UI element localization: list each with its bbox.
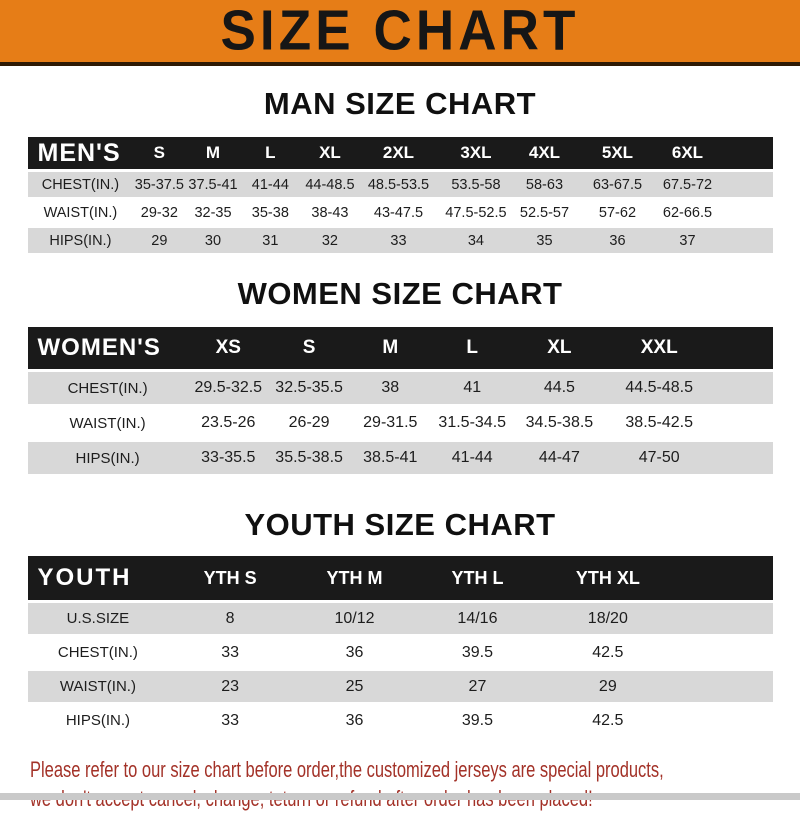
size-cell: 25 [345, 677, 364, 695]
size-cell: 33 [221, 643, 240, 661]
footer-line-1: Please refer to our size chart before order,the customized jerseys are special products, [30, 757, 664, 782]
column-header: 4XL [515, 137, 575, 169]
size-cell: 29.5-32.5 [194, 379, 263, 396]
empty-cell [714, 228, 772, 253]
size-cell: 42.5 [592, 643, 624, 661]
empty-cell [678, 705, 773, 736]
size-cell: 14/16 [457, 609, 498, 627]
empty-cell [678, 603, 773, 634]
column-header: 3XL [437, 137, 514, 169]
mens-header-row [28, 137, 773, 169]
size-cell: 31.5-34.5 [438, 414, 507, 431]
empty-cell [714, 172, 772, 197]
size-cell: 30 [204, 232, 222, 249]
size-cell: 43-47.5 [373, 204, 424, 221]
column-header: XXL [606, 327, 713, 369]
size-cell: 29-32 [140, 204, 178, 221]
size-cell: 8 [225, 609, 235, 627]
size-cell: 29 [598, 677, 617, 695]
size-cell: 39.5 [461, 643, 494, 661]
size-cell: 63-67.5 [592, 176, 643, 193]
column-header: L [241, 137, 301, 169]
footer-note [30, 755, 664, 813]
size-cell: 67.5-72 [662, 176, 713, 193]
size-cell: 38.5-41 [363, 449, 418, 466]
column-header: YTH L [417, 556, 538, 600]
size-cell: 47-50 [638, 449, 680, 466]
size-cell: 44-48.5 [305, 176, 355, 193]
size-cell: 23 [221, 677, 240, 695]
womens-size-table [28, 324, 773, 477]
table-corner-label: MEN'S [28, 137, 134, 169]
size-cell: 31 [262, 232, 279, 249]
size-cell: 36 [345, 643, 364, 661]
row-label: HIPS(IN.) [65, 712, 130, 729]
size-cell: 33 [221, 711, 240, 729]
table-corner-label: WOMEN'S [28, 327, 188, 369]
column-header: XL [513, 327, 605, 369]
size-cell: 32-35 [194, 204, 232, 221]
empty-header-cell [714, 137, 772, 169]
empty-header-cell [678, 556, 773, 600]
table-row [28, 172, 773, 197]
column-header: S [133, 137, 185, 169]
size-cell: 38-43 [311, 204, 349, 221]
column-header: YTH M [292, 556, 417, 600]
column-header: 5XL [574, 137, 660, 169]
bottom-strip [0, 793, 800, 800]
size-cell: 34.5-38.5 [525, 414, 594, 431]
size-cell: 52.5-57 [519, 204, 570, 221]
row-label: CHEST(IN.) [57, 644, 138, 661]
youth-header-row [28, 556, 773, 600]
size-cell: 47.5-52.5 [445, 204, 507, 221]
youth-section-heading: YOUTH SIZE CHART [244, 507, 556, 542]
size-cell: 44.5 [543, 379, 575, 396]
page-title: SIZE CHART [220, 0, 580, 63]
table-row [28, 372, 773, 404]
table-row [28, 200, 773, 225]
size-cell: 38 [381, 379, 400, 396]
table-row [28, 407, 773, 439]
empty-cell [713, 407, 773, 439]
table-row [28, 705, 773, 736]
size-cell: 10/12 [334, 609, 375, 627]
size-cell: 41-44 [451, 449, 493, 466]
empty-cell [714, 200, 772, 225]
row-label: WAIST(IN.) [43, 204, 118, 221]
size-cell: 38.5-42.5 [625, 414, 694, 431]
row-label: HIPS(IN.) [49, 232, 112, 249]
size-cell: 44-47 [538, 449, 580, 466]
size-cell: 62-66.5 [662, 204, 713, 221]
column-header: XL [300, 137, 360, 169]
row-label: HIPS(IN.) [75, 449, 140, 467]
size-cell: 29-31.5 [363, 414, 418, 431]
size-cell: 57-62 [598, 204, 637, 221]
table-row [28, 671, 773, 702]
table-row [28, 228, 773, 253]
column-header: M [349, 327, 431, 369]
empty-cell [713, 442, 773, 474]
size-cell: 23.5-26 [201, 414, 256, 431]
column-header: XS [188, 327, 269, 369]
size-cell: 35.5-38.5 [275, 449, 343, 466]
size-cell: 39.5 [461, 711, 494, 729]
row-label: WAIST(IN.) [59, 678, 136, 695]
size-cell: 33-35.5 [201, 449, 256, 466]
women-section-heading: WOMEN SIZE CHART [237, 276, 563, 311]
empty-cell [678, 637, 773, 668]
empty-cell [678, 671, 773, 702]
column-header: S [269, 327, 349, 369]
empty-header-cell [713, 327, 773, 369]
banner [0, 0, 800, 66]
size-cell: 37.5-41 [188, 176, 238, 193]
size-cell: 32.5-35.5 [275, 379, 343, 396]
size-cell: 36 [345, 711, 364, 729]
size-cell: 41-44 [251, 176, 289, 193]
size-cell: 26-29 [288, 414, 330, 431]
table-row [28, 637, 773, 668]
row-label: CHEST(IN.) [67, 379, 148, 397]
size-cell: 35-37.5 [134, 176, 184, 193]
table-row [28, 442, 773, 474]
size-cell: 35 [536, 232, 553, 249]
man-section-heading: MAN SIZE CHART [263, 86, 537, 121]
column-header: M [185, 137, 240, 169]
youth-size-table [28, 553, 773, 739]
size-cell: 48.5-53.5 [367, 176, 430, 193]
size-cell: 33 [390, 232, 407, 249]
column-header: YTH S [168, 556, 292, 600]
size-cell: 53.5-58 [451, 176, 501, 193]
column-header: 6XL [661, 137, 715, 169]
size-cell: 36 [609, 232, 626, 249]
size-cell: 44.5-48.5 [625, 379, 694, 396]
mens-size-table [28, 134, 773, 256]
column-header: 2XL [360, 137, 437, 169]
column-header: L [431, 327, 513, 369]
womens-header-row [28, 327, 773, 369]
size-cell: 42.5 [592, 711, 624, 729]
row-label: WAIST(IN.) [69, 414, 146, 432]
size-cell: 27 [468, 677, 487, 695]
column-header: YTH XL [538, 556, 678, 600]
size-cell: 34 [467, 232, 484, 249]
row-label: U.S.SIZE [66, 610, 130, 627]
table-corner-label: YOUTH [28, 556, 169, 600]
size-cell: 37 [679, 232, 696, 249]
row-label: CHEST(IN.) [41, 176, 120, 193]
empty-cell [713, 372, 773, 404]
size-cell: 41 [463, 379, 482, 396]
size-cell: 29 [151, 232, 168, 249]
size-cell: 18/20 [587, 609, 628, 627]
table-row [28, 603, 773, 634]
size-cell: 32 [321, 232, 338, 249]
size-cell: 58-63 [525, 176, 564, 193]
size-cell: 35-38 [251, 204, 289, 221]
